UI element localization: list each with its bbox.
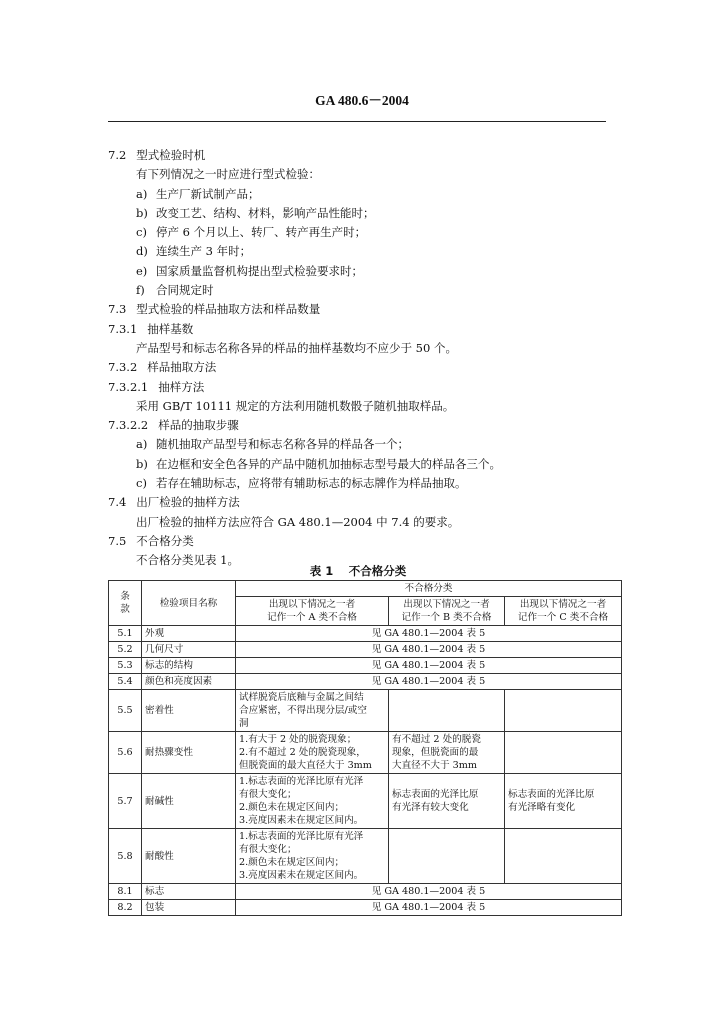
cell-item: 耐碱性 [142,774,236,829]
line-text: 合同规定时 [156,283,214,298]
header-class-c: 出现以下情况之一者 记作一个 C 类不合格 [505,597,622,626]
section-heading [108,532,608,551]
line-text: 出厂检验的抽样方法应符合 GA 480.1—2004 中 7.4 的要求。 [136,514,460,529]
section-number: 7.5 [108,533,127,548]
cell-class-b [389,690,505,732]
line-text: 有下列情况之一时应进行型式检验： [136,167,320,182]
section-heading [108,358,608,377]
list-marker: f) [136,283,145,298]
line-text: 样品抽取方法 [147,360,217,375]
cell-merged-reference: 见 GA 480.1—2004 表 5 [236,658,622,674]
line-text: 型式检验时机 [136,148,206,162]
section-heading [108,300,608,319]
list-marker: c) [136,476,147,491]
header-class-b: 出现以下情况之一者 记作一个 B 类不合格 [389,597,505,626]
section-heading [108,493,608,512]
list-marker: a) [136,186,148,201]
cell-class-c [505,829,622,884]
line-text: 改变工艺、结构、材料，影响产品性能时； [156,205,375,220]
cell-item: 标志的结构 [142,658,236,674]
list-item [108,435,608,454]
table-row [109,674,622,690]
cell-item: 耐热骤变性 [142,732,236,774]
table-row [109,732,622,774]
header-class-a: 出现以下情况之一者 记作一个 A 类不合格 [236,597,389,626]
line-text: 采用 GB/T 10111 规定的方法利用随机数骰子随机抽取样品。 [136,398,455,413]
cell-merged-reference: 见 GA 480.1—2004 表 5 [236,884,622,900]
section-number: 7.2 [108,148,127,162]
list-marker: c) [136,225,147,240]
cell-clause: 8.1 [109,884,142,900]
section-number: 7.3.2 [108,360,138,375]
section-heading [108,416,608,435]
cell-clause: 5.1 [109,626,142,642]
cell-clause: 5.4 [109,674,142,690]
line-text: 不合格分类 [136,533,194,548]
line-text: 国家质量监督机构提出型式检验要求时； [156,263,363,278]
cell-merged-reference: 见 GA 480.1—2004 表 5 [236,626,622,642]
paragraph [108,339,608,358]
cell-clause: 5.5 [109,690,142,732]
table-caption: 表 1 不合格分类 [309,564,407,578]
table-row [109,626,622,642]
table-row [109,884,622,900]
cell-item: 外观 [142,626,236,642]
line-text: 型式检验的样品抽取方法和样品数量 [136,302,321,317]
document-body [108,146,608,571]
line-text: 样品的抽取步骤 [158,418,239,433]
section-number: 7.3 [108,302,127,317]
section-heading [108,378,608,397]
header-rule [108,121,606,122]
cell-class-c [505,690,622,732]
list-item [108,262,608,281]
cell-clause: 5.6 [109,732,142,774]
cell-class-c [505,732,622,774]
list-marker: a) [136,437,148,452]
cell-class-a: 1.有大于 2 处的脱瓷现象； 2.有不超过 2 处的脱瓷现象， 但脱瓷面的最大直径大于 3mm [236,732,389,774]
table-row [109,690,622,732]
table-row [109,900,622,916]
cell-item: 颜色和亮度因素 [142,674,236,690]
cell-item: 几何尺寸 [142,642,236,658]
cell-class-a: 1.标志表面的光泽比原有光泽 有很大变化； 2.颜色未在规定区间内； 3.亮度因素未在规定区间内。 [236,774,389,829]
table-row [109,642,622,658]
cell-item: 耐酸性 [142,829,236,884]
section-number: 7.3.1 [108,321,138,336]
document-code-header: GA 480.6－2004 [315,93,409,108]
cell-class-b [389,829,505,884]
cell-clause: 5.2 [109,642,142,658]
section-heading [108,320,608,339]
list-marker: b) [136,205,148,220]
line-text: 若存在辅助标志，应将带有辅助标志的标志牌作为样品抽取。 [156,476,467,491]
cell-merged-reference: 见 GA 480.1—2004 表 5 [236,642,622,658]
cell-class-a: 1.标志表面的光泽比原有光泽 有很大变化； 2.颜色未在规定区间内； 3.亮度因素未在规定区间内。 [236,829,389,884]
list-marker: e) [136,263,148,278]
header-item: 检验项目名称 [142,581,236,626]
line-text: 停产 6 个月以上、转厂、转产再生产时； [156,225,367,240]
cell-clause: 8.2 [109,900,142,916]
cell-item: 包装 [142,900,236,916]
cell-clause: 5.3 [109,658,142,674]
line-text: 不合格分类见表 1。 [136,553,239,568]
cell-class-a: 试样脱瓷后底釉与金属之间结 合应紧密，不得出现分层/或空 洞 [236,690,389,732]
header-group: 不合格分类 [236,581,622,597]
cell-class-b: 有不超过 2 处的脱瓷 现象，但脱瓷面的最 大直径不大于 3mm [389,732,505,774]
line-text: 出厂检验的抽样方法 [136,495,240,510]
line-text: 产品型号和标志名称各异的样品的抽样基数均不应少于 50 个。 [136,340,457,355]
cell-item: 密着性 [142,690,236,732]
line-text: 生产厂新试制产品； [156,186,260,201]
cell-class-c: 标志表面的光泽比原 有光泽略有变化 [505,774,622,829]
section-number: 7.4 [108,495,127,510]
list-item [108,223,608,242]
line-text: 连续生产 3 年时； [156,244,252,259]
cell-merged-reference: 见 GA 480.1—2004 表 5 [236,900,622,916]
cell-clause: 5.8 [109,829,142,884]
list-item [108,185,608,204]
paragraph [108,165,608,184]
list-item [108,455,608,474]
section-heading [108,146,608,165]
list-item [108,281,608,300]
list-marker: d) [136,244,148,259]
cell-class-b: 标志表面的光泽比原 有光泽有较大变化 [389,774,505,829]
line-text: 随机抽取产品型号和标志名称各异的样品各一个； [156,437,409,452]
line-text: 在边框和安全色各异的产品中随机加抽标志型号最大的样品各三个。 [156,456,501,471]
cell-item: 标志 [142,884,236,900]
list-item [108,474,608,493]
section-number: 7.3.2.2 [108,418,149,433]
list-item [108,204,608,223]
line-text: 抽样基数 [147,321,194,336]
paragraph [108,397,608,416]
list-marker: b) [136,456,148,471]
list-item [108,242,608,261]
line-text: 抽样方法 [158,379,205,394]
nonconformity-table [108,580,622,916]
table-row [109,774,622,829]
header-clause: 条 款 [109,581,142,626]
table-row [109,658,622,674]
paragraph [108,513,608,532]
section-number: 7.3.2.1 [108,379,149,394]
cell-merged-reference: 见 GA 480.1—2004 表 5 [236,674,622,690]
cell-clause: 5.7 [109,774,142,829]
table-row [109,829,622,884]
